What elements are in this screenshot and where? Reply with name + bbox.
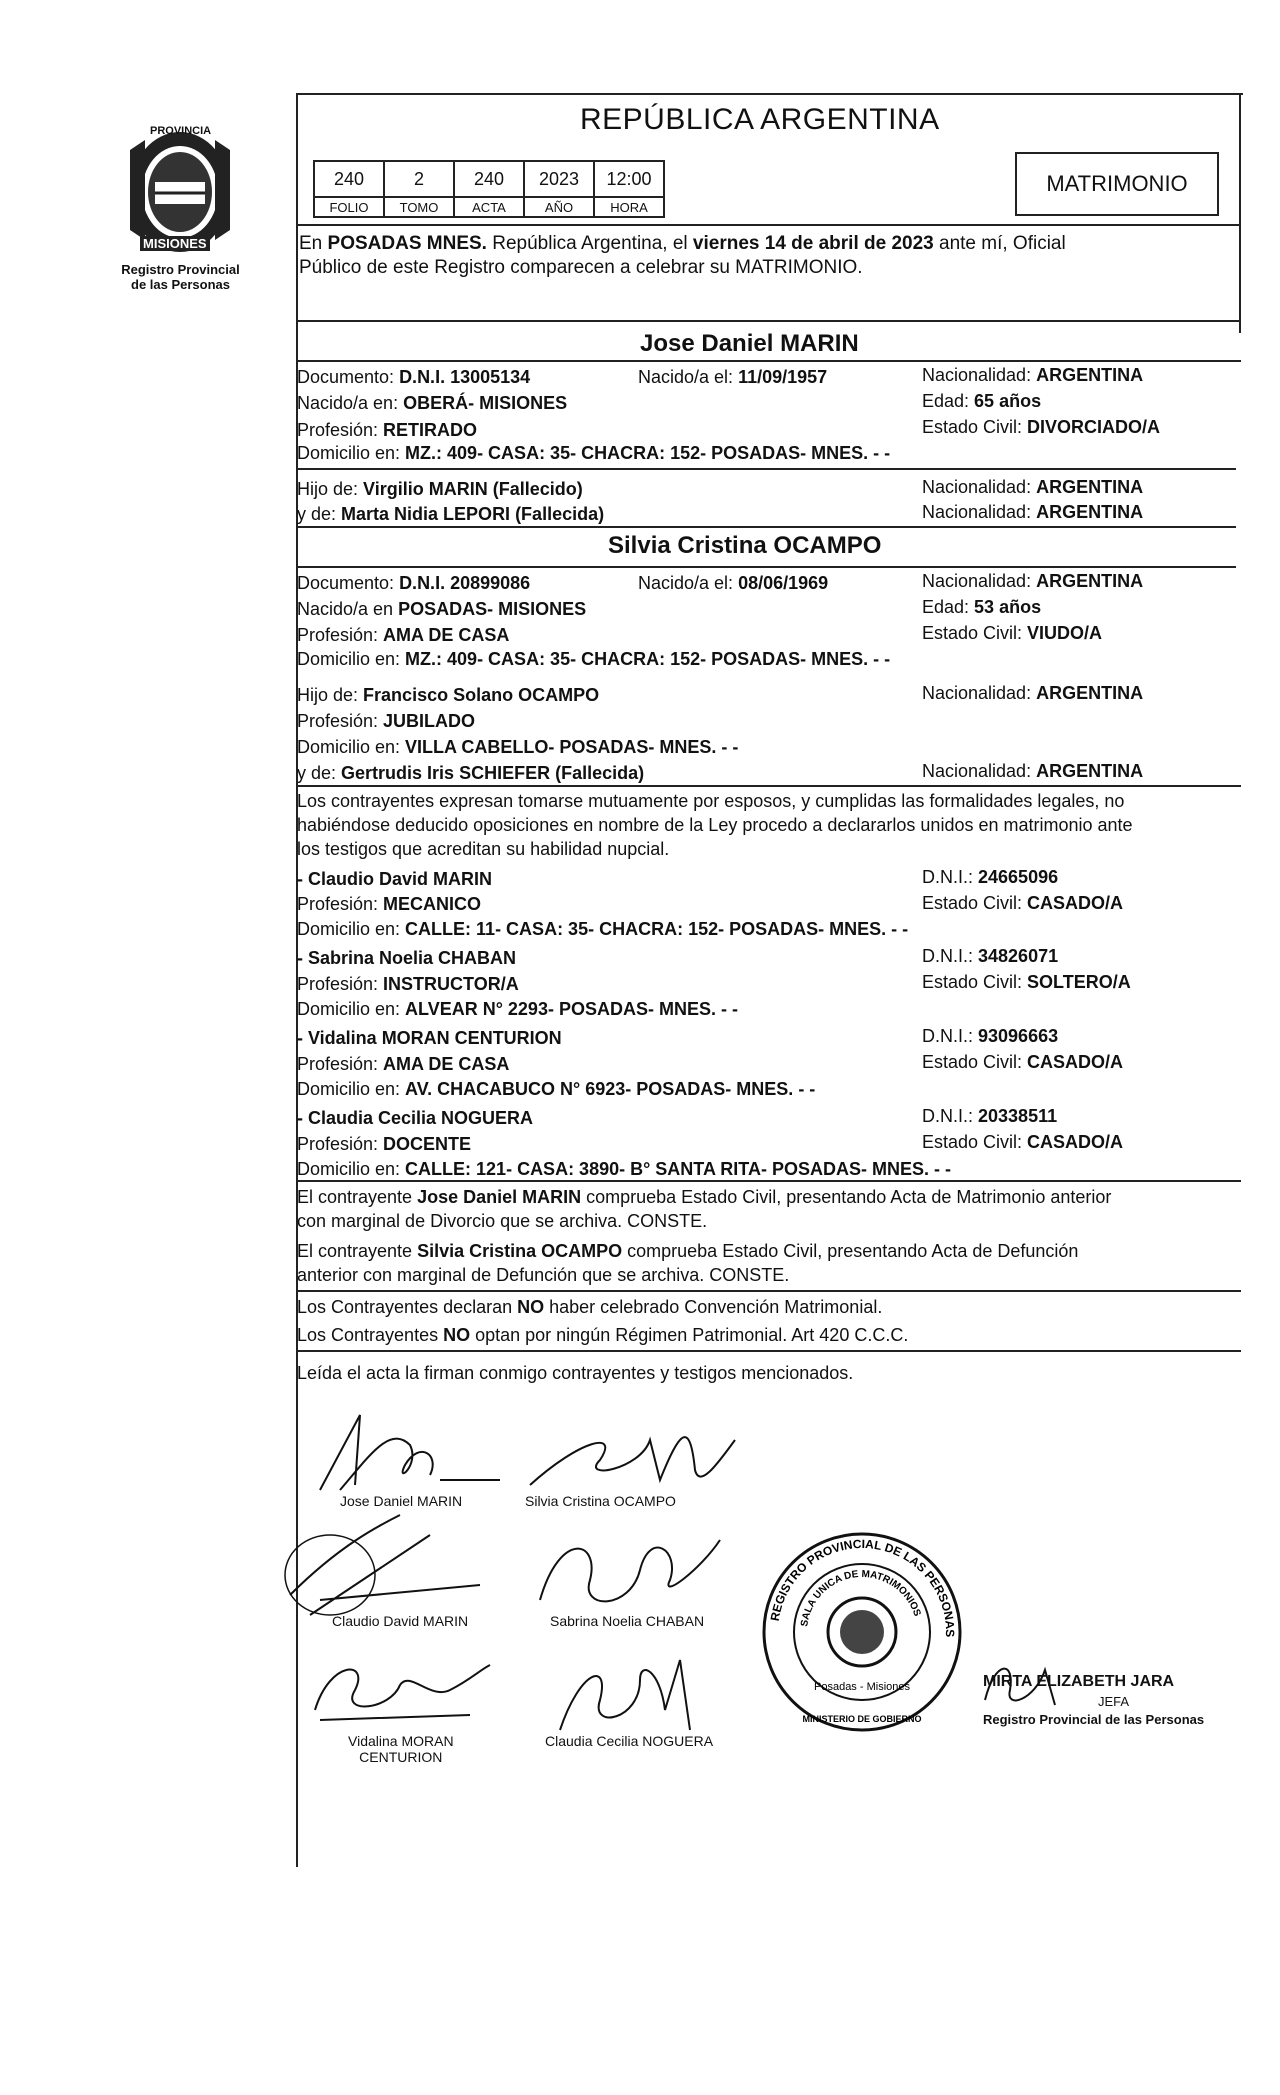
groom-birthplace: Nacido/a en: OBERÁ- MISIONES bbox=[297, 393, 568, 413]
logo-text-bottom: MISIONES bbox=[140, 236, 210, 251]
groom-father-nationality: Nacionalidad: ARGENTINA bbox=[922, 477, 1144, 497]
folio-value: 240 bbox=[314, 161, 384, 197]
groom-mother-nationality: Nacionalidad: ARGENTINA bbox=[922, 502, 1144, 522]
divider bbox=[296, 566, 1236, 568]
intro-line-2: Público de este Registro comparecen a celebrar su MATRIMONIO. bbox=[299, 257, 863, 278]
witness-2-signature bbox=[520, 1510, 740, 1620]
bride-born: Nacido/a el: 08/06/1969 bbox=[638, 573, 829, 593]
groom-mother: y de: Marta Nidia LEPORI (Fallecida) bbox=[297, 504, 605, 524]
groom-address: Domicilio en: MZ.: 409- CASA: 35- CHACRA: 152- POSADAS- MNES. - - bbox=[297, 443, 891, 463]
bride-profession: Profesión: AMA DE CASA bbox=[297, 625, 510, 645]
note-bride-line-1: El contrayente Silvia Cristina OCAMPO comprueba Estado Civil, presentando Acta de Defunción bbox=[297, 1241, 1079, 1261]
bride-father-nationality: Nacionalidad: ARGENTINA bbox=[922, 683, 1144, 703]
seal-outer-text: REGISTRO PROVINCIAL DE LAS PERSONAS bbox=[767, 1536, 958, 1638]
groom-signature bbox=[300, 1395, 520, 1505]
note-groom-line-1: El contrayente Jose Daniel MARIN comprueba Estado Civil, presentando Acta de Matrimonio anterior bbox=[297, 1187, 1112, 1207]
acta-label: ACTA bbox=[454, 197, 524, 217]
act-type: MATRIMONIO bbox=[1015, 152, 1219, 216]
divider bbox=[296, 360, 1241, 362]
bride-mother-nationality: Nacionalidad: ARGENTINA bbox=[922, 761, 1144, 781]
official-seal bbox=[760, 1530, 965, 1735]
groom-nationality: Nacionalidad: ARGENTINA bbox=[922, 365, 1144, 385]
regime-line: Los Contrayentes NO optan por ningún Régimen Patrimonial. Art 420 C.C.C. bbox=[297, 1325, 909, 1345]
bride-signature bbox=[520, 1400, 750, 1500]
witness-1-signature-label: Claudio David MARIN bbox=[332, 1613, 469, 1629]
witness-3-signature-label: Vidalina MORAN CENTURION bbox=[348, 1733, 454, 1765]
officer-org: Registro Provincial de las Personas bbox=[983, 1712, 1205, 1727]
groom-name: Jose Daniel MARIN bbox=[640, 330, 859, 357]
divider bbox=[296, 320, 1241, 322]
bride-signature-label: Silvia Cristina OCAMPO bbox=[525, 1493, 676, 1509]
document-title: REPÚBLICA ARGENTINA bbox=[580, 103, 940, 136]
bride-address: Domicilio en: MZ.: 409- CASA: 35- CHACRA: 152- POSADAS- MNES. - - bbox=[297, 649, 891, 669]
bride-father-address: Domicilio en: VILLA CABELLO- POSADAS- MNES. - - bbox=[297, 737, 739, 757]
divider bbox=[296, 224, 1241, 226]
groom-father: Hijo de: Virgilio MARIN (Fallecido) bbox=[297, 479, 583, 499]
anio-label: AÑO bbox=[524, 197, 594, 217]
logo-caption: Registro Provincial de las Personas bbox=[121, 262, 240, 292]
groom-profession: Profesión: RETIRADO bbox=[297, 420, 478, 440]
anio-value: 2023 bbox=[524, 161, 594, 197]
closing-line: Leída el acta la firman conmigo contrayentes y testigos mencionados. bbox=[297, 1363, 854, 1383]
witness-4-signature bbox=[540, 1640, 720, 1740]
groom-born: Nacido/a el: 11/09/1957 bbox=[638, 367, 828, 387]
witness-2-signature-label: Sabrina Noelia CHABAN bbox=[550, 1613, 705, 1629]
tomo-value: 2 bbox=[384, 161, 454, 197]
groom-civil-status: Estado Civil: DIVORCIADO/A bbox=[922, 417, 1161, 437]
officer-title: JEFA bbox=[1098, 1694, 1130, 1709]
note-bride-line-2: anterior con marginal de Defunción que se archiva. CONSTE. bbox=[297, 1265, 790, 1285]
bride-age: Edad: 53 años bbox=[922, 597, 1042, 617]
groom-signature-label: Jose Daniel MARIN bbox=[340, 1493, 463, 1509]
witness-1-signature bbox=[280, 1505, 520, 1625]
witness-4-signature-label: Claudia Cecilia NOGUERA bbox=[545, 1733, 714, 1749]
divider bbox=[296, 1180, 1241, 1182]
seal-inner-text: SALA UNICA DE MATRIMONIOS bbox=[799, 1568, 923, 1628]
note-groom-line-2: con marginal de Divorcio que se archiva. CONSTE. bbox=[297, 1211, 708, 1231]
bride-civil-status: Estado Civil: VIUDO/A bbox=[922, 623, 1103, 643]
divider bbox=[296, 526, 1236, 528]
declaration-line-1: Los contrayentes expresan tomarse mutuamente por esposos, y cumplidas las formalidades legales, no bbox=[297, 791, 1125, 811]
witness-3-signature bbox=[300, 1650, 500, 1730]
acta-value: 240 bbox=[454, 161, 524, 197]
bride-doc: Documento: D.N.I. 20899086 bbox=[297, 573, 531, 593]
tomo-label: TOMO bbox=[384, 197, 454, 217]
officer-name: MIRTA ELIZABETH JARA bbox=[983, 1673, 1175, 1690]
seal-bottom-text: Posadas - Misiones bbox=[814, 1681, 910, 1693]
groom-doc: Documento: D.N.I. 13005134 bbox=[297, 367, 531, 387]
folio-label: FOLIO bbox=[314, 197, 384, 217]
declaration-line-2: habiéndose deducido oposiciones en nombre de la Ley procedo a declararlos unidos en matrimonio ante bbox=[297, 815, 1133, 835]
logo-text-top: PROVINCIA bbox=[150, 125, 212, 137]
bride-name: Silvia Cristina OCAMPO bbox=[608, 532, 882, 559]
bride-birthplace: Nacido/a en POSADAS- MISIONES bbox=[297, 599, 587, 619]
divider bbox=[296, 785, 1241, 787]
bride-father: Hijo de: Francisco Solano OCAMPO bbox=[297, 685, 600, 705]
record-table bbox=[313, 160, 665, 218]
bride-nationality: Nacionalidad: ARGENTINA bbox=[922, 571, 1144, 591]
hora-label: HORA bbox=[594, 197, 664, 217]
seal-ministry-text: MINISTERIO DE GOBIERNO bbox=[802, 1714, 922, 1724]
bride-mother: y de: Gertrudis Iris SCHIEFER (Fallecida) bbox=[297, 763, 645, 783]
intro-line-1: En POSADAS MNES. República Argentina, el viernes 14 de abril de 2023 ante mí, Oficial bbox=[299, 233, 1066, 254]
declaration-line-3: los testigos que acreditan su habilidad nupcial. bbox=[297, 839, 670, 859]
frame-right-edge bbox=[1239, 93, 1241, 333]
convention-line: Los Contrayentes declaran NO haber celebrado Convención Matrimonial. bbox=[297, 1297, 883, 1317]
divider bbox=[296, 1350, 1241, 1352]
divider bbox=[296, 468, 1236, 470]
divider bbox=[296, 1290, 1241, 1292]
groom-age: Edad: 65 años bbox=[922, 391, 1042, 411]
hora-value: 12:00 bbox=[594, 161, 664, 197]
bride-father-profession: Profesión: JUBILADO bbox=[297, 711, 476, 731]
